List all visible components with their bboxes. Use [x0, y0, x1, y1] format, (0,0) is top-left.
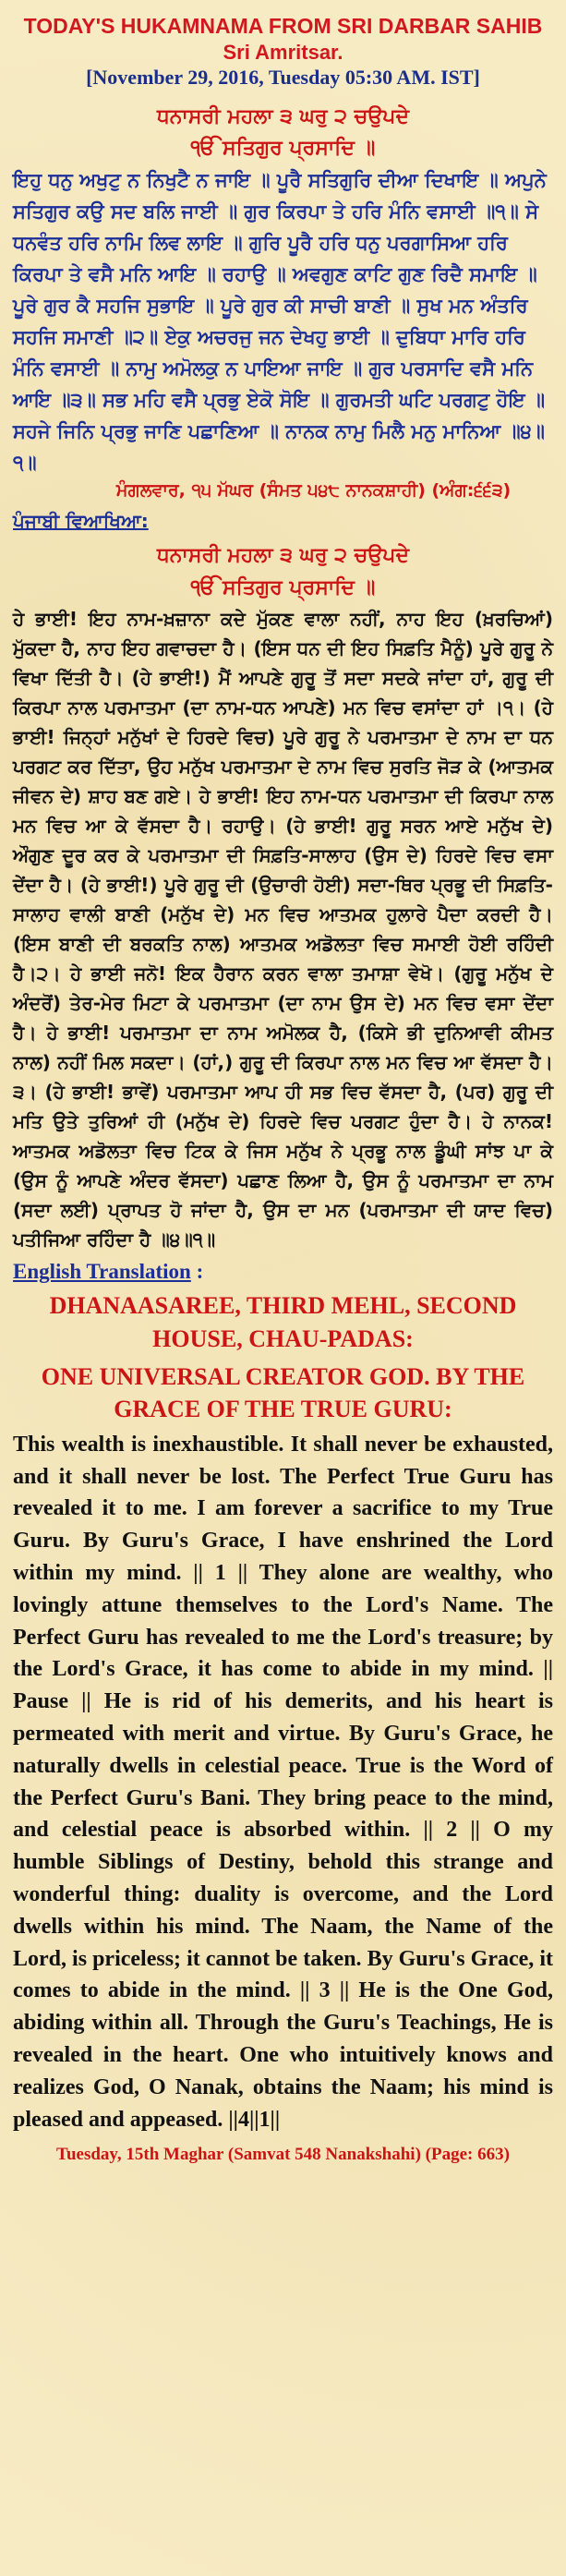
- header-date: [November 29, 2016, Tuesday 05:30 AM. IST]: [86, 66, 480, 90]
- gurbani-title: [13, 102, 553, 164]
- english-translation-heading: [13, 1260, 553, 1284]
- english-text: This wealth is inexhaustible. It shall never be exhausted, and it shall never be lost. The Perfect True Guru has revealed it to me. I am forever a sacrifice to my True Guru. By Guru's Grace, I have enshrined the Lord within my mind. || 1 || They alone are wealthy, who lovingly attune themselves to the Lord's Name. The Perfect Guru has revealed to me the Lord's treasure; by the Lord's Grace, it has come to abide in my mind. || Pause || He is rid of his demerits, and his heart is permeated with merit and virtue. By Guru's Grace, he naturally dwells in celestial peace. True is the Word of the Perfect Guru's Bani. They bring peace to the mind, and celestial peace is absorbed within. || 2 || O my humble Siblings of Destiny, behold this strange and wonderful thing: duality is overcome, and the Lord dwells within his mind. The Naam, the Name of the Lord, is priceless; it cannot be taken. By Guru's Grace, it comes to abide in the mind. || 3 || He is the One God, abiding within all. Through the Guru's Teachings, He is revealed in the heart. One who intuitively knows and realizes God, O Nanak, obtains the Naam; his mind is pleased and appeased. ||4||1||: [13, 1432, 553, 2132]
- vyakhya-raag: ਧਨਾਸਰੀ ਮਹਲਾ ੩ ਘਰੁ ੨ ਚਉਪਦੇ: [156, 544, 410, 568]
- english-raag-title: DHANAASAREE, THIRD MEHL, SECOND HOUSE, CHAU-PADAS:: [49, 1292, 517, 1352]
- header-title: TODAY'S HUKAMNAMA FROM SRI DARBAR SAHIB: [23, 14, 543, 38]
- english-label-colon: :: [190, 1260, 204, 1284]
- english-date: Tuesday, 15th Maghar (Samvat 548 Nanakshahi) (Page: 663): [56, 2145, 510, 2165]
- header-location: Sri Amritsar.: [223, 40, 343, 64]
- header: [13, 13, 553, 91]
- vyakhya-mool: ੴ ਸਤਿਗੁਰ ਪ੍ਰਸਾਦਿ ॥: [190, 576, 376, 600]
- gurbani-mool: ੴ ਸਤਿਗੁਰ ਪ੍ਰਸਾਦਿ ॥: [190, 136, 376, 160]
- punjabi-vyakhya-label: ਪੰਜਾਬੀ ਵਿਆਖਿਆ:: [13, 510, 149, 533]
- gurbani-text: ਇਹੁ ਧਨੁ ਅਖੁਟੁ ਨ ਨਿਖੁਟੈ ਨ ਜਾਇ ॥ ਪੂਰੈ ਸਤਿਗੁਰਿ ਦੀਆ ਦਿਖਾਇ ॥ ਅਪੁਨੇ ਸਤਿਗੁਰ ਕਉ ਸਦ ਬਲਿ ਜਾਈ ॥ ਗੁਰ ਕਿਰਪਾ ਤੇ ਹਰਿ ਮੰਨਿ ਵਸਾਈ ॥੧॥ ਸੇ ਧਨਵੰਤ ਹਰਿ ਨਾਮਿ ਲਿਵ ਲਾਇ ॥ ਗੁਰਿ ਪੂਰੈ ਹਰਿ ਧਨੁ ਪਰਗਾਸਿਆ ਹਰਿ ਕਿਰਪਾ ਤੇ ਵਸੈ ਮਨਿ ਆਇ ॥ ਰਹਾਉ ॥ ਅਵਗੁਣ ਕਾਟਿ ਗੁਣ ਰਿਦੈ ਸਮਾਇ ॥ ਪੂਰੇ ਗੁਰ ਕੈ ਸਹਜਿ ਸੁਭਾਇ ॥ ਪੂਰੇ ਗੁਰ ਕੀ ਸਾਚੀ ਬਾਣੀ ॥ ਸੁਖ ਮਨ ਅੰਤਰਿ ਸਹਜਿ ਸਮਾਣੀ ॥੨॥ ਏਕੁ ਅਚਰਜੁ ਜਨ ਦੇਖਹੁ ਭਾਈ ॥ ਦੁਬਿਧਾ ਮਾਰਿ ਹਰਿ ਮੰਨਿ ਵਸਾਈ ॥ ਨਾਮੁ ਅਮੋਲਕੁ ਨ ਪਾਇਆ ਜਾਇ ॥ ਗੁਰ ਪਰਸਾਦਿ ਵਸੈ ਮਨਿ ਆਇ ॥੩॥ ਸਭ ਮਹਿ ਵਸੈ ਪ੍ਰਭੁ ਏਕੋ ਸੋਇ ॥ ਗੁਰਮਤੀ ਘਟਿ ਪਰਗਟੁ ਹੋਇ ॥ ਸਹਜੇ ਜਿਨਿ ਪ੍ਰਭੁ ਜਾਣਿ ਪਛਾਣਿਆ ॥ ਨਾਨਕ ਨਾਮੁ ਮਿਲੈ ਮਨੁ ਮਾਨਿਆ ॥੪॥੧॥: [13, 168, 547, 475]
- english-translation-link[interactable]: English Translation: [13, 1260, 191, 1284]
- gurbani-date: ਮੰਗਲਵਾਰ, ੧੫ ਮੱਘਰ (ਸੰਮਤ ੫੪੮ ਨਾਨਕਸ਼ਾਹੀ) (ਅੰਗ:੬੬੩): [116, 480, 512, 502]
- vyakhya-text: ਹੇ ਭਾਈ! ਇਹ ਨਾਮ-ਖ਼ਜ਼ਾਨਾ ਕਦੇ ਮੁੱਕਣ ਵਾਲਾ ਨਹੀਂ, ਨਾਹ ਇਹ (ਖ਼ਰਚਿਆਂ) ਮੁੱਕਦਾ ਹੈ, ਨਾਹ ਇਹ ਗਵਾਚਦਾ ਹੈ। (ਇਸ ਧਨ ਦੀ ਇਹ ਸਿਫ਼ਤਿ ਮੈਨੂੰ) ਪੂਰੇ ਗੁਰੂ ਨੇ ਵਿਖਾ ਦਿੱਤੀ ਹੈ। (ਹੇ ਭਾਈ!) ਮੈਂ ਆਪਣੇ ਗੁਰੂ ਤੋਂ ਸਦਾ ਸਦਕੇ ਜਾਂਦਾ ਹਾਂ, ਗੁਰੂ ਦੀ ਕਿਰਪਾ ਨਾਲ ਪਰਮਾਤਮਾ (ਦਾ ਨਾਮ-ਧਨ ਆਪਣੇ) ਮਨ ਵਿਚ ਵਸਾਂਦਾ ਹਾਂ ।੧। (ਹੇ ਭਾਈ! ਜਿਨ੍ਹਾਂ ਮਨੁੱਖਾਂ ਦੇ ਹਿਰਦੇ ਵਿਚ) ਪੂਰੇ ਗੁਰੂ ਨੇ ਪਰਮਾਤਮਾ ਦੇ ਨਾਮ ਦਾ ਧਨ ਪਰਗਟ ਕਰ ਦਿੱਤਾ, ਉਹ ਮਨੁੱਖ ਪਰਮਾਤਮਾ ਦੇ ਨਾਮ ਵਿਚ ਸੁਰਤਿ ਜੋੜ ਕੇ (ਆਤਮਕ ਜੀਵਨ ਦੇ) ਸ਼ਾਹ ਬਣ ਗਏ। ਹੇ ਭਾਈ! ਇਹ ਨਾਮ-ਧਨ ਪਰਮਾਤਮਾ ਦੀ ਕਿਰਪਾ ਨਾਲ ਮਨ ਵਿਚ ਆ ਕੇ ਵੱਸਦਾ ਹੈ। ਰਹਾਉ। (ਹੇ ਭਾਈ! ਗੁਰੂ ਸਰਨ ਆਏ ਮਨੁੱਖ ਦੇ) ਔਗੁਣ ਦੂਰ ਕਰ ਕੇ ਪਰਮਾਤਮਾ ਦੀ ਸਿਫ਼ਤਿ-ਸਾਲਾਹ (ਉਸ ਦੇ) ਹਿਰਦੇ ਵਿਚ ਵਸਾ ਦੇਂਦਾ ਹੈ। (ਹੇ ਭਾਈ!) ਪੂਰੇ ਗੁਰੂ ਦੀ (ਉਚਾਰੀ ਹੋਈ) ਸਦਾ-ਥਿਰ ਪ੍ਰਭੂ ਦੀ ਸਿਫ਼ਤਿ-ਸਾਲਾਹ ਵਾਲੀ ਬਾਣੀ (ਮਨੁੱਖ ਦੇ) ਮਨ ਵਿਚ ਆਤਮਕ ਹੁਲਾਰੇ ਪੈਦਾ ਕਰਦੀ ਹੈ। (ਇਸ ਬਾਣੀ ਦੀ ਬਰਕਤਿ ਨਾਲ) ਆਤਮਕ ਅਡੋਲਤਾ ਵਿਚ ਸਮਾਈ ਹੋਈ ਰਹਿੰਦੀ ਹੈ।੨। ਹੇ ਭਾਈ ਜਨੋ! ਇਕ ਹੈਰਾਨ ਕਰਨ ਵਾਲਾ ਤਮਾਸ਼ਾ ਵੇਖੋ। (ਗੁਰੂ ਮਨੁੱਖ ਦੇ ਅੰਦਰੋਂ) ਤੇਰ-ਮੇਰ ਮਿਟਾ ਕੇ ਪਰਮਾਤਮਾ (ਦਾ ਨਾਮ ਉਸ ਦੇ) ਮਨ ਵਿਚ ਵਸਾ ਦੇਂਦਾ ਹੈ। ਹੇ ਭਾਈ! ਪਰਮਾਤਮਾ ਦਾ ਨਾਮ ਅਮੋਲਕ ਹੈ, (ਕਿਸੇ ਭੀ ਦੁਨਿਆਵੀ ਕੀਮਤ ਨਾਲ) ਨਹੀਂ ਮਿਲ ਸਕਦਾ। (ਹਾਂ,) ਗੁਰੂ ਦੀ ਕਿਰਪਾ ਨਾਲ ਮਨ ਵਿਚ ਆ ਵੱਸਦਾ ਹੈ।੩। (ਹੇ ਭਾਈ! ਭਾਵੇਂ) ਪਰਮਾਤਮਾ ਆਪ ਹੀ ਸਭ ਵਿਚ ਵੱਸਦਾ ਹੈ, (ਪਰ) ਗੁਰੂ ਦੀ ਮਤਿ ਉਤੇ ਤੁਰਿਆਂ ਹੀ (ਮਨੁੱਖ ਦੇ) ਹਿਰਦੇ ਵਿਚ ਪਰਗਟ ਹੁੰਦਾ ਹੈ। ਹੇ ਨਾਨਕ! ਆਤਮਕ ਅਡੋਲਤਾ ਵਿਚ ਟਿਕ ਕੇ ਜਿਸ ਮਨੁੱਖ ਨੇ ਪ੍ਰਭੂ ਨਾਲ ਡੂੰਘੀ ਸਾਂਝ ਪਾ ਕੇ (ਉਸ ਨੂੰ ਆਪਣੇ ਅੰਦਰ ਵੱਸਦਾ) ਪਛਾਣ ਲਿਆ ਹੈ, ਉਸ ਨੂੰ ਪਰਮਾਤਮਾ ਦਾ ਨਾਮ (ਸਦਾ ਲਈ) ਪ੍ਰਾਪਤ ਹੋ ਜਾਂਦਾ ਹੈ, ਉਸ ਦਾ ਮਨ (ਪਰਮਾਤਮਾ ਦੀ ਯਾਦ ਵਿਚ) ਪਤੀਜਿਆ ਰਹਿੰਦਾ ਹੈ ॥੪॥੧॥: [13, 608, 553, 1252]
- vyakhya-title: [13, 539, 553, 604]
- english-mool-title: ONE UNIVERSAL CREATOR GOD. BY THE GRACE OF THE TRUE GURU:: [41, 1362, 525, 1422]
- gurbani-raag: ਧਨਾਸਰੀ ਮਹਲਾ ੩ ਘਰੁ ੨ ਚਉਪਦੇ: [156, 104, 410, 128]
